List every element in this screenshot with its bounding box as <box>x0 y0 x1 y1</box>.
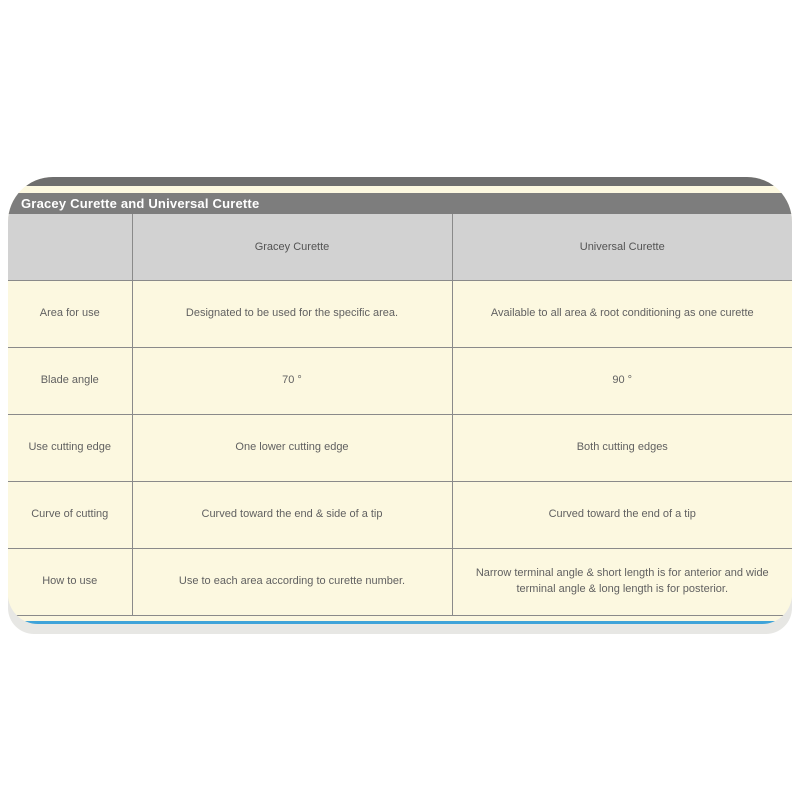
gracey-cell: Use to each area according to curette number. <box>132 549 452 616</box>
card-top-border <box>8 177 792 186</box>
universal-cell: Narrow terminal angle & short length is for anterior and wide terminal angle & long length is for posterior. <box>452 549 792 616</box>
column-header-gracey: Gracey Curette <box>132 214 452 281</box>
card-inner <box>8 177 792 624</box>
universal-cell: 90 ° <box>452 348 792 415</box>
comparison-card <box>8 177 792 634</box>
gracey-cell: One lower cutting edge <box>132 415 452 482</box>
column-header-universal: Universal Curette <box>452 214 792 281</box>
table-row <box>8 415 792 482</box>
row-label-cell: How to use <box>8 549 132 616</box>
bottom-accent-line <box>8 621 792 624</box>
universal-cell: Curved toward the end of a tip <box>452 482 792 549</box>
gracey-cell: Curved toward the end & side of a tip <box>132 482 452 549</box>
table-row <box>8 482 792 549</box>
row-label-cell: Area for use <box>8 281 132 348</box>
table-row <box>8 281 792 348</box>
table-row <box>8 348 792 415</box>
comparison-table <box>8 214 792 616</box>
row-label-cell: Blade angle <box>8 348 132 415</box>
table-row <box>8 549 792 616</box>
row-label-cell: Use cutting edge <box>8 415 132 482</box>
gracey-cell: Designated to be used for the specific area. <box>132 281 452 348</box>
card-title: Gracey Curette and Universal Curette <box>8 193 792 214</box>
column-header-empty <box>8 214 132 281</box>
gracey-cell: 70 ° <box>132 348 452 415</box>
card-top-gap <box>8 186 792 193</box>
header-row <box>8 214 792 281</box>
row-label-cell: Curve of cutting <box>8 482 132 549</box>
universal-cell: Available to all area & root conditioning as one curette <box>452 281 792 348</box>
universal-cell: Both cutting edges <box>452 415 792 482</box>
